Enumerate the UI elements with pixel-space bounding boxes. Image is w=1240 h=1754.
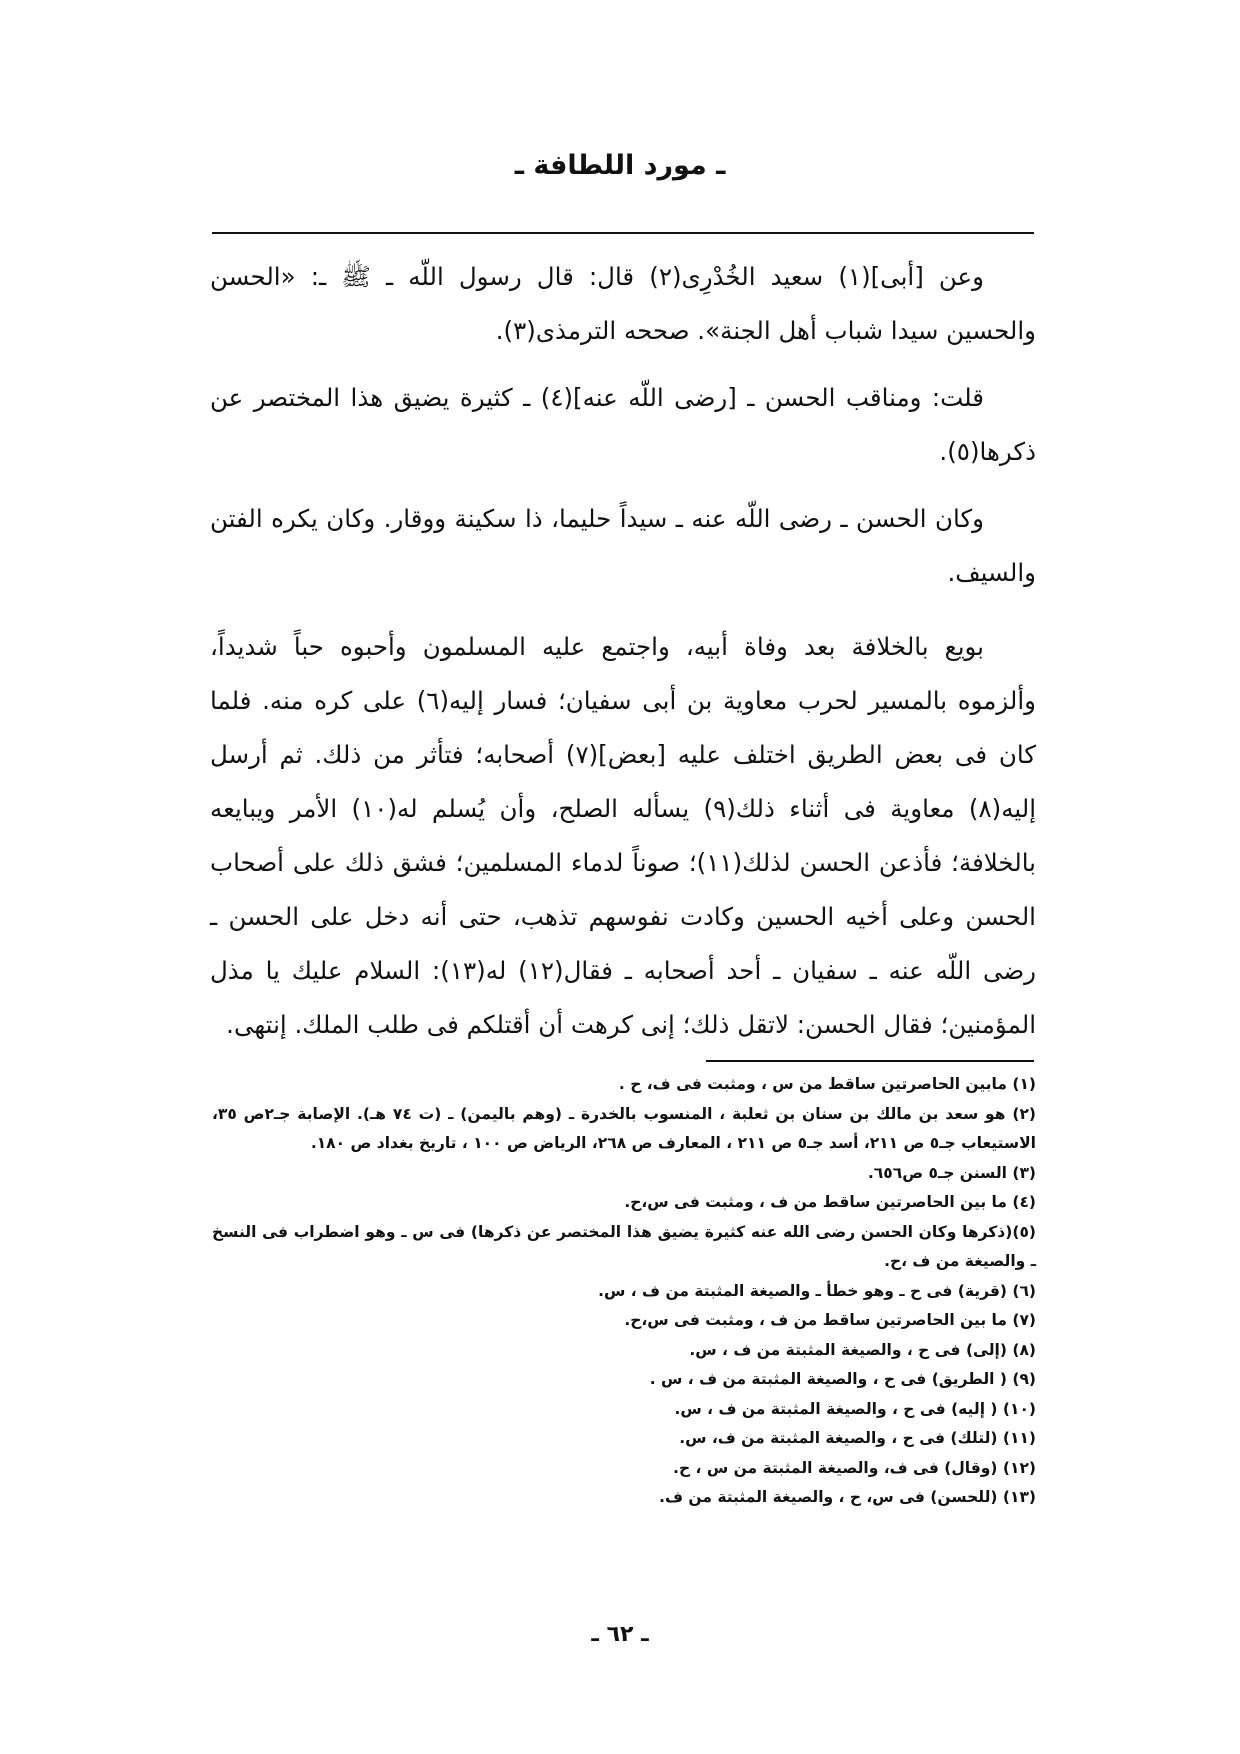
footnote: (٧) ما بين الحاصرتين ساقط من ف ، ومثبت فى س،ح. [624,1311,1036,1329]
footnote: (٨) (إلى) فى ح ، والصيغة المثبتة من ف ، س. [689,1340,1036,1359]
footnote: (٢) هو سعد بن مالك بن سنان بن ثعلبة ، المنسوب بالخدرة ـ (وهم باليمن) ـ (ت ٧٤ هـ). الإصابة جـ٢ص ٣٥، الاستيعاب جـ٥ ص ٢١١، أسد جـ٥ ص ٢١١ ، المعارف ص ٢٦٨، الرياض ص ١٠٠ ، تاريخ بغداد ص ١٨٠. [212,1104,1037,1152]
footnote: (٤) ما بين الحاصرتين ساقط من ف ، ومثبت فى س،ح. [624,1193,1036,1211]
footnote: (١٠) ( إليه) فى ح ، والصيغة المثبتة من ف ، س. [674,1399,1036,1418]
page-number: ـ ٦٢ ـ [591,1622,649,1647]
paragraph: وكان الحسن ـ رضى اللّه عنه ـ سيداً حليما، ذا سكينة ووقار. وكان يكره الفتن والسيف. [210,504,1036,587]
footnote: (٥)(ذكرها وكان الحسن رضى الله عنه كثيرة يضيق هذا المختصر عن ذكرها) فى س ـ وهو اضطراب فى النسخ ـ والصيغة من ف ،ح. [212,1222,1036,1270]
footnote: (١٣) (للحسن) فى س، ح ، والصيغة المثبتة من ف. [659,1488,1036,1506]
footnote: (١) مابين الحاصرتين ساقط من س ، ومثبت فى ف، ح . [618,1075,1036,1093]
footnote: (٩) ( الطريق) فى ح ، والصيغة المثبتة من ف ، س . [649,1370,1036,1388]
footnote: (٣) السنن جـ٥ ص٦٥٦. [867,1163,1036,1182]
paragraph: وعن [أبى](١) سعيد الخُدْرِى(٢) قال: قال رسول اللّه ـ ﷺ ـ: «الحسن والحسين سيدا شباب أهل الجنة». صححه الترمذى(٣). [210,262,1036,345]
footnote: (٦) (قرية) فى ح ـ وهو خطأ ـ والصيغة المثبتة من ف ، س. [598,1281,1036,1300]
paragraph: قلت: ومناقب الحسن ـ [رضى اللّه عنه](٤) ـ كثيرة يضيق هذا المختصر عن ذكرها(٥). [210,383,1036,466]
paragraph: بويع بالخلافة بعد وفاة أبيه، واجتمع عليه المسلمون وأحبوه حباً شديداً، وألزموه بالمسير لحرب معاوية بن أبى سفيان؛ فسار إليه(٦) على كره منه. فلما كان فى بعض الطريق اختلف عليه [بعض](٧) أصحابه؛ فتأثر من ذلك. ثم أرسل إليه(٨) معاوية فى أثناء ذلك(٩) يسأله الصلح، وأن يُسلم له(١٠) الأمر ويبايعه بالخلافة؛ فأذعن الحسن لذلك(١١)؛ صوناً لدماء المسلمين؛ فشق ذلك على أصحاب الحسن وعلى أخيه الحسين وكادت نفوسهم تذهب، حتى أنه دخل على الحسن ـ رضى اللّه عنه ـ سفيان ـ أحد أصحابه ـ فقال(١٢) له(١٣): السلام عليك يا مذل المؤمنين؛ فقال الحسن: لاتقل ذلك؛ إنى كرهت أن أقتلكم فى طلب الملك. إنتهى. [210,632,1037,1039]
footnote-rule [706,1060,1034,1062]
footnotes-list [212,1070,1036,1513]
header-rule [212,232,1034,234]
running-header: ـ مورد اللطافة ـ [514,150,726,181]
footnote: (١٢) (وقال) فى ف، والصيغة المثبتة من س ، ح. [673,1458,1036,1477]
footnote: (١١) (لتلك) فى ح ، والصيغة المثبتة من ف، س. [679,1429,1036,1447]
main-text [210,250,1036,1052]
